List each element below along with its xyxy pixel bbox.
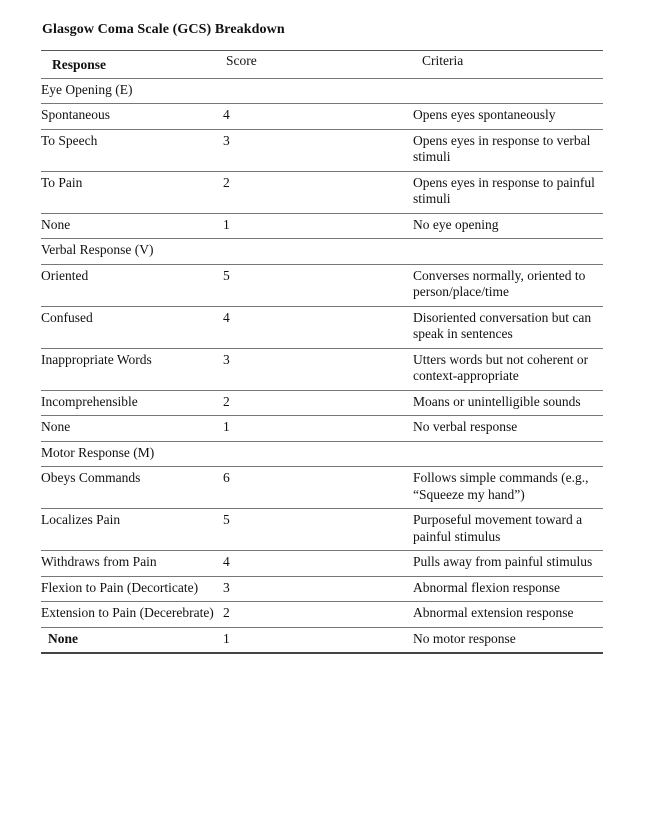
response-cell: Confused	[41, 306, 223, 348]
score-cell: 3	[223, 576, 413, 602]
response-cell: Obeys Commands	[41, 467, 223, 509]
response-cell: Oriented	[41, 264, 223, 306]
criteria-cell: Opens eyes spontaneously	[413, 104, 603, 130]
criteria-cell: No motor response	[413, 627, 603, 653]
section-row-verbal	[41, 239, 603, 265]
table-row	[41, 551, 603, 577]
table-row	[41, 390, 603, 416]
criteria-cell: Abnormal flexion response	[413, 576, 603, 602]
gcs-table	[41, 50, 603, 654]
response-cell: None	[41, 213, 223, 239]
criteria-cell: Opens eyes in response to painful stimuli	[413, 171, 603, 213]
criteria-cell: Opens eyes in response to verbal stimuli	[413, 129, 603, 171]
table-row	[41, 467, 603, 509]
criteria-cell: Purposeful movement toward a painful stimulus	[413, 509, 603, 551]
score-cell: 1	[223, 416, 413, 442]
score-cell: 1	[223, 213, 413, 239]
response-cell: None	[41, 627, 223, 653]
response-cell: To Pain	[41, 171, 223, 213]
table-row	[41, 348, 603, 390]
table-row	[41, 213, 603, 239]
header-score: Score	[223, 51, 413, 79]
table-row	[41, 104, 603, 130]
score-cell: 3	[223, 129, 413, 171]
criteria-cell: No verbal response	[413, 416, 603, 442]
criteria-cell: Abnormal extension response	[413, 602, 603, 628]
score-cell: 4	[223, 551, 413, 577]
response-cell: Localizes Pain	[41, 509, 223, 551]
table-row	[41, 509, 603, 551]
section-row-eye	[41, 78, 603, 104]
table-row	[41, 264, 603, 306]
criteria-cell: Pulls away from painful stimulus	[413, 551, 603, 577]
score-cell: 2	[223, 390, 413, 416]
table-row	[41, 627, 603, 653]
criteria-cell: Moans or unintelligible sounds	[413, 390, 603, 416]
criteria-cell: No eye opening	[413, 213, 603, 239]
score-cell: 1	[223, 627, 413, 653]
criteria-cell: Disoriented conversation but can speak in sentences	[413, 306, 603, 348]
score-cell: 5	[223, 264, 413, 306]
response-cell: Inappropriate Words	[41, 348, 223, 390]
table-row	[41, 171, 603, 213]
header-response: Response	[41, 51, 223, 79]
score-cell: 2	[223, 171, 413, 213]
table-row	[41, 306, 603, 348]
response-cell: Incomprehensible	[41, 390, 223, 416]
score-cell: 4	[223, 306, 413, 348]
criteria-cell: Follows simple commands (e.g., “Squeeze my hand”)	[413, 467, 603, 509]
score-cell: 5	[223, 509, 413, 551]
response-cell: Withdraws from Pain	[41, 551, 223, 577]
table-row	[41, 576, 603, 602]
section-title: Motor Response (M)	[41, 441, 603, 467]
section-row-motor	[41, 441, 603, 467]
table-row	[41, 416, 603, 442]
response-cell: To Speech	[41, 129, 223, 171]
criteria-cell: Utters words but not coherent or context-appropriate	[413, 348, 603, 390]
response-cell: Spontaneous	[41, 104, 223, 130]
response-cell: None	[41, 416, 223, 442]
table-row	[41, 602, 603, 628]
section-title: Verbal Response (V)	[41, 239, 603, 265]
response-cell: Flexion to Pain (Decorticate)	[41, 576, 223, 602]
table-row	[41, 129, 603, 171]
score-cell: 3	[223, 348, 413, 390]
score-cell: 4	[223, 104, 413, 130]
response-cell: Extension to Pain (Decerebrate)	[41, 602, 223, 628]
score-cell: 2	[223, 602, 413, 628]
document-title: Glasgow Coma Scale (GCS) Breakdown	[42, 22, 285, 37]
score-cell: 6	[223, 467, 413, 509]
section-title: Eye Opening (E)	[41, 78, 603, 104]
criteria-cell: Converses normally, oriented to person/place/time	[413, 264, 603, 306]
header-criteria: Criteria	[413, 51, 603, 79]
table-header-row	[41, 51, 603, 79]
